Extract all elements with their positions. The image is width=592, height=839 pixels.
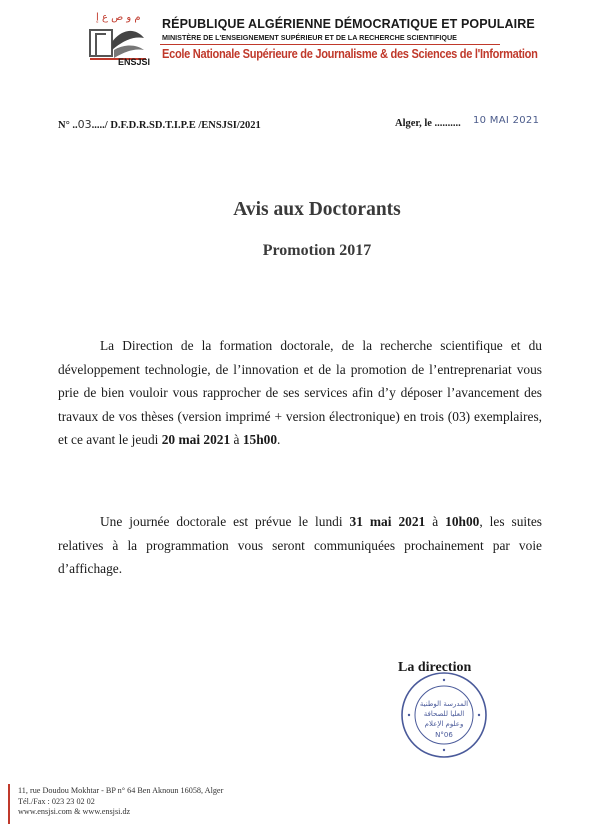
- deadline-time: 15h00: [242, 432, 278, 448]
- paragraph2-middle: à: [425, 514, 446, 529]
- seal-line-2: العليا للصحافة: [423, 710, 465, 718]
- event-time: 10h00: [445, 514, 480, 529]
- notice-subtitle: Promotion 2017: [262, 242, 372, 259]
- reference-prefix: N° ..: [58, 120, 78, 131]
- reference-suffix: ...../ D.F.D.R.SD.T.I.P.E /ENSJSI/2021: [91, 120, 261, 131]
- signature-label: La direction: [398, 660, 472, 675]
- seal-number: N°06: [435, 731, 453, 739]
- paragraph2-end: , les suites relatives à la programmation vous seront communiquées prochainement par voie d’affichage.: [58, 514, 543, 577]
- footer-accent-bar: [8, 784, 10, 824]
- paragraph-doctoral-day: [58, 510, 542, 581]
- paragraph2-text: Une journée doctorale est prévue le lundi: [100, 514, 350, 529]
- date-stamp: 10 MAI 2021: [473, 115, 540, 126]
- footer-web: www.ensjsi.com & www.ensjsi.dz: [18, 807, 131, 816]
- logo-arabic-text: م و ص ع إ: [96, 12, 141, 23]
- footer-phone: Tél./Fax : 023 23 02 02: [18, 796, 95, 806]
- header-ministry: MINISTÈRE DE L'ENSEIGNEMENT SUPÉRIEUR ET DE LA RECHERCHE SCIENTIFIQUE: [162, 33, 457, 42]
- reference-handwritten-number: 03: [77, 118, 92, 131]
- footer-contact: [18, 786, 223, 818]
- event-date: 31 mai 2021: [349, 514, 426, 529]
- header-school-name: Ecole Nationale Supérieure de Journalisme & des Sciences de l'Information: [162, 47, 538, 61]
- paragraph1-end: .: [277, 432, 281, 448]
- official-seal: [399, 670, 489, 760]
- paragraph1-text: La Direction de la formation doctorale, de la recherche scientifique et du développement technologie, de l’innovation et de la promotion de l’entreprenariat vous prie de bien vouloir vous rapprocher de ses services afin d’y déposer l’avancement des travaux de vos thèses (version imprimé + version électronique) en trois (03) exemplaires, et ce avant le jeudi: [58, 338, 542, 448]
- seal-line-3: وعلوم الإعلام: [424, 720, 464, 728]
- reference-number: [58, 118, 261, 131]
- logo-text: ENSJSI: [118, 57, 151, 67]
- notice-title: Avis aux Doctorants: [233, 199, 401, 220]
- place-date-label: Alger, le ..........: [395, 118, 461, 129]
- deadline-date: 20 mai 2021: [161, 432, 231, 448]
- footer-address: 11, rue Doudou Mokhtar - BP n° 64 Ben Aknoun 16058, Alger: [18, 786, 224, 795]
- paragraph-submission: [58, 334, 542, 452]
- paragraph1-middle: à: [230, 432, 243, 448]
- header-republic: RÉPUBLIQUE ALGÉRIENNE DÉMOCRATIQUE ET POPULAIRE: [162, 17, 535, 31]
- seal-line-1: المدرسة الوطنية: [419, 700, 469, 708]
- header-divider: [160, 44, 500, 45]
